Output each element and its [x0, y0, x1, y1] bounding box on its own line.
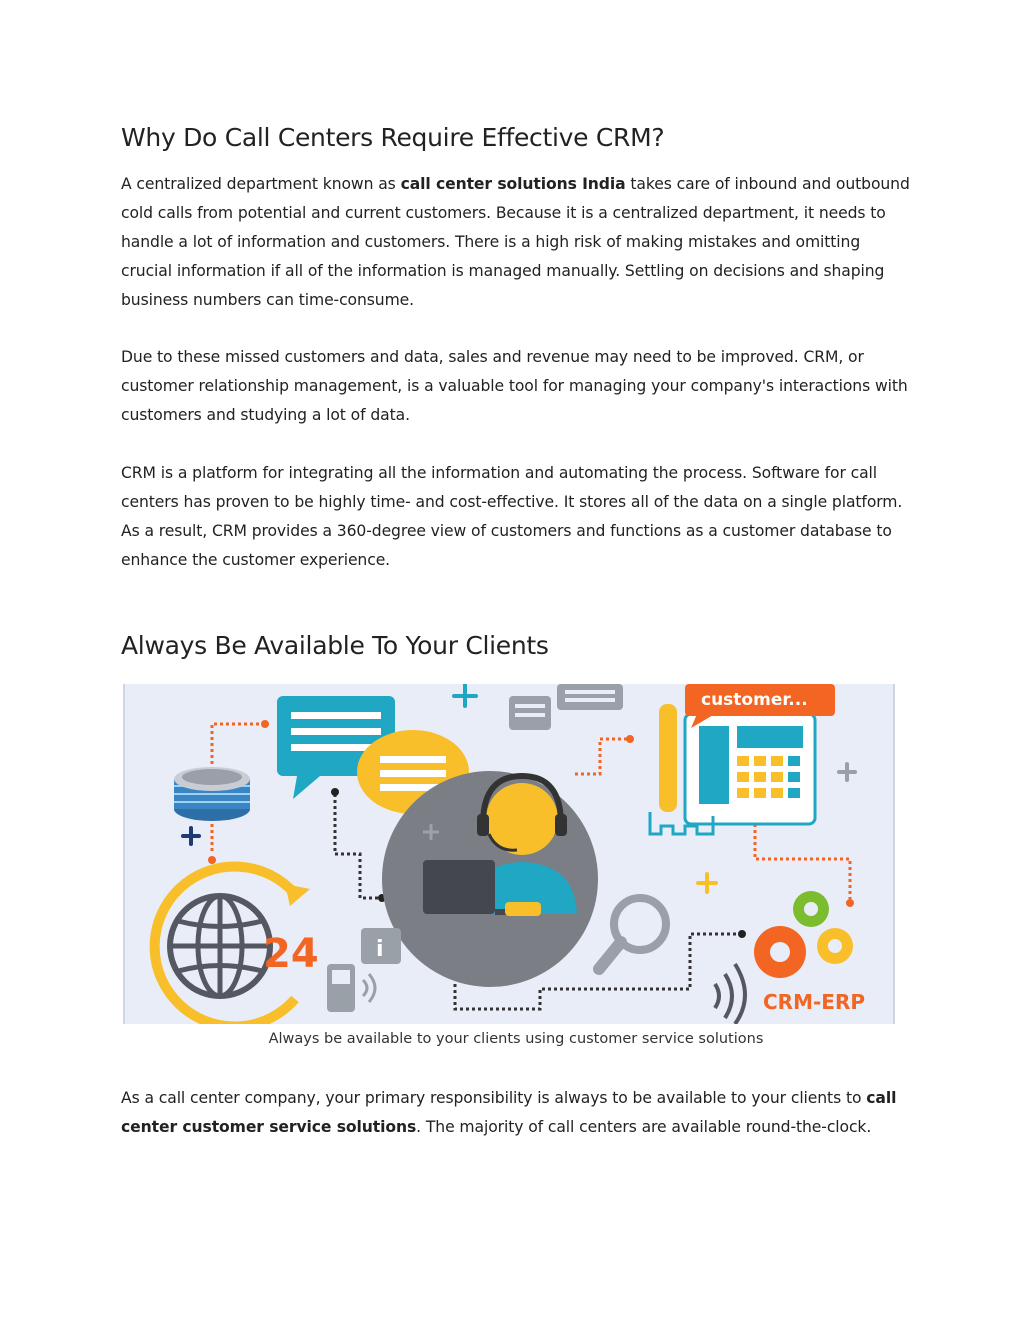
section-heading-available: Always Be Available To Your Clients [121, 631, 549, 660]
bold-phrase-call-center-solutions: call center solutions India [400, 175, 626, 193]
support-agent-icon [382, 771, 598, 987]
paragraph-text: As a call center company, your primary responsibility is always to be available to your clients to [121, 1089, 867, 1107]
paragraph-missed-customers: Due to these missed customers and data, sales and revenue may need to be improved. CRM, or customer relationship management, is a valuable tool for managing your company's interactions with customers and studying a lot of data. [121, 348, 908, 424]
customer-bubble-text: customer... [701, 690, 808, 710]
badge-24-text: 24 [263, 931, 319, 977]
info-glyph: i [376, 937, 384, 962]
paragraph-text: takes care of inbound and outbound cold calls from potential and current customers. Because it is a centralized department, it needs to handle a lot of information and customers. There is a high risk of making mistakes and omitting crucial information if all of the information is managed manually. Settling on decisions and shaping business numbers can time-consume. [121, 175, 910, 309]
paragraph-intro [121, 170, 911, 315]
call-center-illustration [123, 684, 895, 1024]
crm-erp-label: CRM-ERP [763, 990, 866, 1014]
database-icon [174, 767, 250, 821]
paragraph-availability [121, 1084, 911, 1142]
figure-caption: Always be available to your clients using customer service solutions [268, 1031, 764, 1047]
paragraph-text: A centralized department known as [121, 175, 401, 193]
section-heading-crm: Why Do Call Centers Require Effective CRM? [121, 123, 665, 152]
paragraph-crm-platform: CRM is a platform for integrating all the information and automating the process. Software for call centers has proven to be highly time- and cost-effective. It stores all of the data on a single platform. As a result, CRM provides a 360-degree view of customers and functions as a customer database to enhance the customer experience. [121, 464, 903, 569]
bold-phrase-customer-service-solutions: call center customer service solutions [121, 1089, 897, 1136]
paragraph-text: . The majority of call centers are available round-the-clock. [416, 1118, 872, 1136]
